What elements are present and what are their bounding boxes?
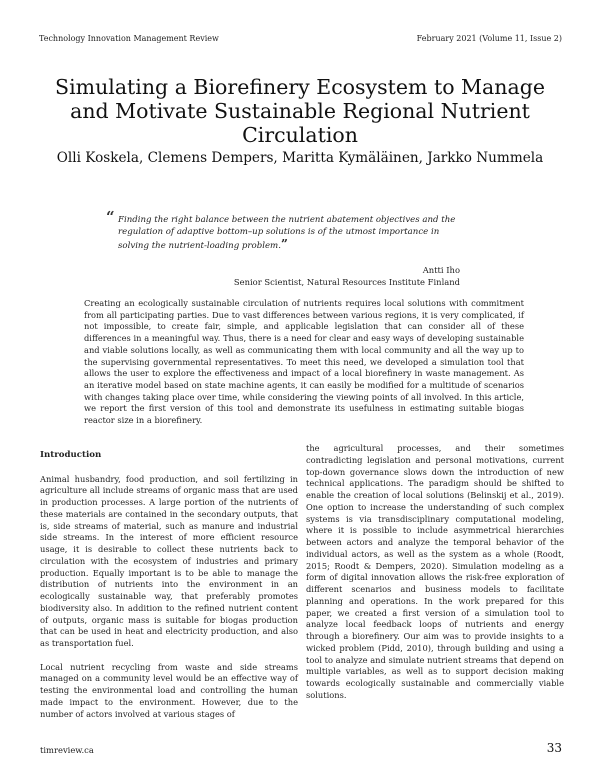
title-line-2: and Motivate Sustainable Regional Nutrient	[70, 99, 530, 123]
author-list: Olli Koskela, Clemens Dempers, Maritta Kymäläinen, Jarkko Nummela	[56, 150, 544, 166]
quote-attribution-name: Antti Iho	[422, 265, 460, 275]
right-column	[306, 443, 564, 713]
left-column	[40, 450, 298, 732]
intro-paragraph-2: Local nutrient recycling from waste and side streams managed on a community level would be an effective way of testing the environmental load and controlling the human made impact to the environment. However, due to the number of actors involved at various stages of	[40, 661, 298, 719]
intro-paragraph-3: the agricultural processes, and their sometimes contradicting legislation and personal motivations, current top-down governance slows down the introduction of new technical applications. The paradigm should be shifted to enable the creation of local solutions (Belinskij et al., 2019). One option to increase the understanding of such complex systems is via transdisciplinary computational modeling, where it is possible to include asymmetrical hierarchies between actors and analyze the temporal behavior of the individual actors, as well as the system as a whole (Roodt, 2015; Roodt & Dempers, 2020). Simulation modeling as a form of digital innovation allows the risk-free exploration of different scenarios and business models to facilitate planning and operations. In the work prepared for this paper, we created a first version of a simulation tool to analyze local feedback loops of nutrients and energy through a biorefinery. Our aim was to provide insights to a wicked problem (Pidd, 2010), through building and using a tool to analyze and simulate nutrient streams that depend on multiple variables, as well as to support decision making towards ecologically sustainable and commercially viable solutions.	[306, 443, 564, 700]
journal-name: Technology Innovation Management Review	[39, 34, 219, 43]
quote-attribution-role: Senior Scientist, Natural Resources Institute Finland	[233, 277, 460, 287]
abstract: Creating an ecologically sustainable circulation of nutrients requires local solutions with commitment from all participating parties. Due to vast differences between various regions, it is very complicated, if not impossible, to create fair, simple, and applicable legislation that can consider all of these differences in a meaningful way. Thus, there is a need for clear and easy ways of developing sustainable and viable solutions locally, as well as communicating them with local community and all the way up to the supervising governmental representatives. To meet this need, we developed a simulation tool that allows the user to explore the effectiveness and impact of a local biorefinery in waste management. As an iterative model based on state machine agents, it can easily be modified for a multitude of scenarios with changes taking place over time, while considering the viewing points of all involved. In this article, we report the first version of this tool and demonstrate its usefulness in estimating suitable biogas reactor size in a biorefinery.	[84, 298, 524, 426]
open-quote-mark: “	[106, 208, 115, 226]
close-quote-mark: ”	[280, 237, 288, 252]
intro-paragraph-1: Animal husbandry, food production, and soil fertilizing in agriculture all include streams of organic mass that are used in production processes. A large portion of the nutrients of these materials are contained in the secondary outputs, that is, side streams of material, such as manure and industrial side streams. In the interest of more efficient resource usage, it is desirable to collect these nutrients back to circulation with the ecosystem of industries and primary production. Equally important is to be able to manage the distribution of nutrients into the environment in an ecologically sustainable way, that preferably promotes biodiversity also. In addition to the refined nutrient content of outputs, organic mass is suitable for biogas production that can be used in heat and electricity production, and also as transportation fuel.	[40, 473, 298, 648]
epigraph-quote	[106, 208, 468, 253]
footer-site: timreview.ca	[40, 745, 94, 755]
article-title	[30, 75, 570, 147]
title-line-1: Simulating a Biorefinery Ecosystem to Manage	[55, 75, 545, 99]
section-heading: Introduction	[40, 450, 102, 460]
page-number: 33	[546, 741, 562, 755]
issue-info: February 2021 (Volume 11, Issue 2)	[416, 34, 562, 43]
quote-text: Finding the right balance between the nutrient abatement objectives and the regulation of adaptive bottom–up solutions is of the utmost importance in solving the nutrient-loading problem.	[118, 215, 456, 252]
title-line-3: Circulation	[242, 123, 358, 147]
